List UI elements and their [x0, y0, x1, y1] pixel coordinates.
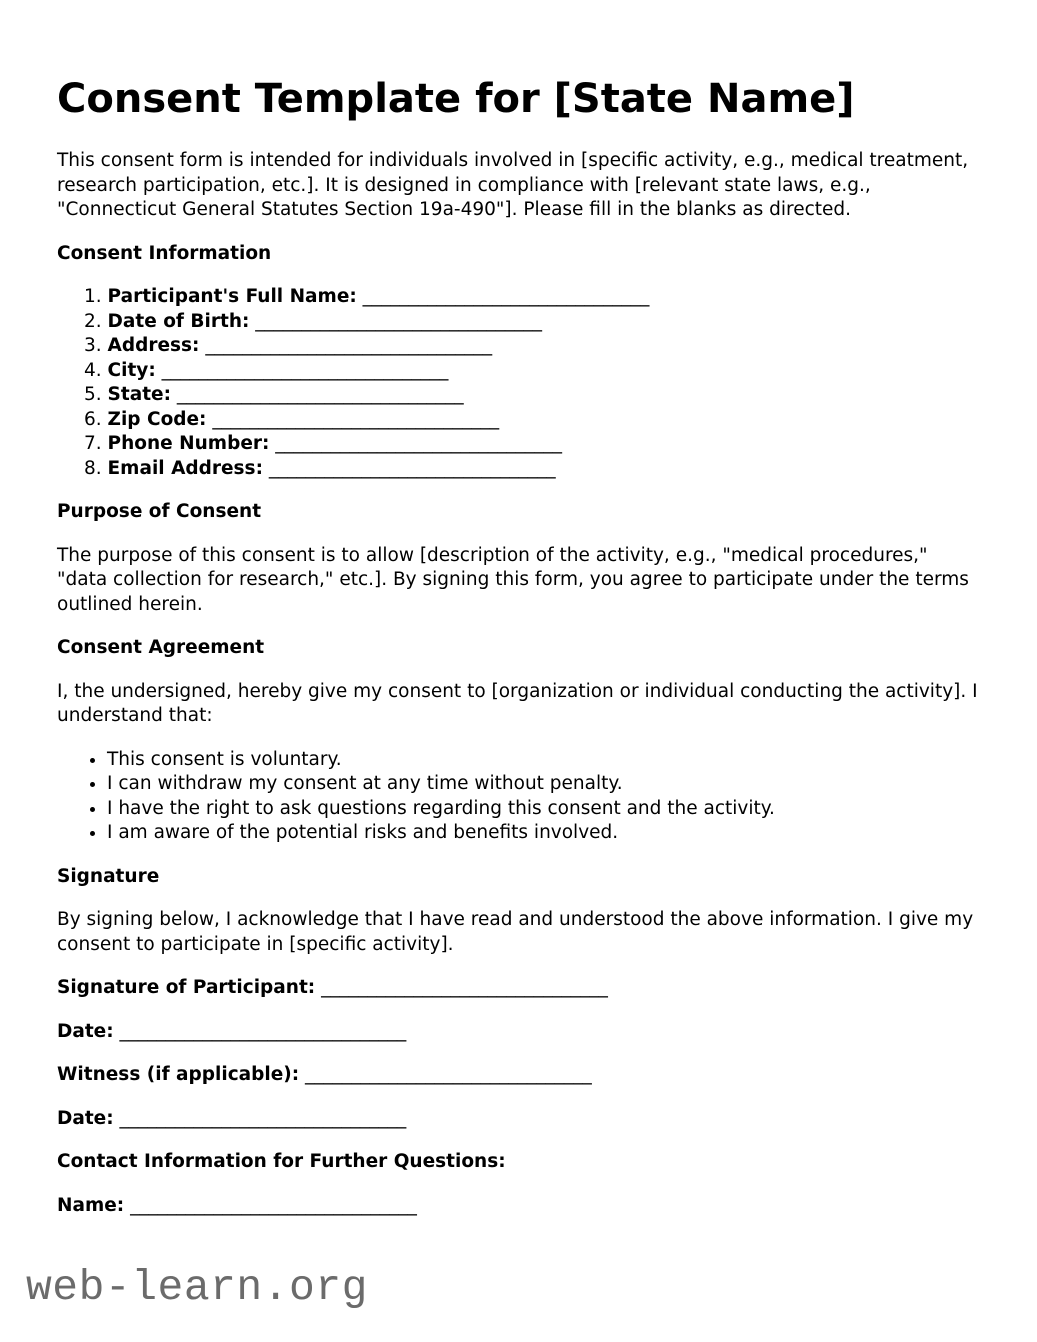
field-number: 2. — [84, 310, 102, 332]
signature-line-date-2 — [57, 1107, 980, 1132]
signature-line-date-1 — [57, 1020, 980, 1045]
field-label-state: State: — [107, 384, 171, 406]
field-row-email-address — [84, 457, 980, 482]
field-blank-line: _______________________________ — [212, 408, 500, 430]
field-number: 5. — [84, 384, 102, 406]
field-label-city: City: — [107, 359, 156, 381]
field-blank-line: _______________________________ — [275, 433, 563, 455]
field-label-full-name: Participant's Full Name: — [107, 286, 357, 308]
signature-paragraph: By signing below, I acknowledge that I have read and understood the above information. I give my consent to participate in [specific activity]. — [57, 909, 974, 955]
name-blank-line: _______________________________ — [130, 1194, 417, 1216]
field-label-phone-number: Phone Number: — [107, 433, 270, 455]
bullet-withdraw: • I can withdraw my consent at any time without penalty. — [107, 772, 980, 797]
field-label-zip-code: Zip Code: — [107, 408, 207, 430]
section-heading-signature: Signature — [57, 865, 160, 887]
date-blank-line: _______________________________ — [119, 1107, 407, 1129]
field-blank-line: _______________________________ — [255, 310, 543, 332]
consent-fields-list — [57, 285, 980, 481]
field-row-phone-number — [84, 432, 980, 457]
field-row-zip-code — [84, 408, 980, 433]
witness-date-label: Date: — [57, 1107, 114, 1129]
field-number: 4. — [84, 359, 102, 381]
field-number: 7. — [84, 433, 102, 455]
signature-date-label: Date: — [57, 1020, 114, 1042]
field-row-full-name — [84, 285, 980, 310]
field-blank-line: _______________________________ — [268, 457, 556, 479]
section-heading-contact: Contact Information for Further Questions: — [57, 1151, 506, 1173]
field-number: 3. — [84, 335, 102, 357]
witness-label: Witness (if applicable): — [57, 1064, 300, 1086]
field-row-city — [84, 359, 980, 384]
date-blank-line: _______________________________ — [119, 1020, 407, 1042]
contact-line-name — [57, 1194, 980, 1219]
document-title: Consent Template for [State Name] — [57, 76, 855, 122]
field-blank-line: _______________________________ — [362, 286, 650, 308]
section-heading-agreement: Consent Agreement — [57, 637, 265, 659]
field-blank-line: _______________________________ — [161, 359, 449, 381]
field-label-address: Address: — [107, 335, 200, 357]
field-blank-line: _______________________________ — [176, 384, 464, 406]
intro-paragraph: This consent form is intended for individuals involved in [specific activity, e.g., medical treatment, research participation, etc.]. It is designed in compliance with [relevant state laws, e.g., "Connecticut General Statutes Section 19a-490"]. Please fill in the blanks as directed. — [57, 150, 969, 221]
bullet-voluntary: • This consent is voluntary. — [107, 748, 980, 773]
section-heading-purpose: Purpose of Consent — [57, 501, 262, 523]
field-row-state — [84, 383, 980, 408]
field-blank-line: _______________________________ — [205, 335, 493, 357]
field-number: 8. — [84, 457, 102, 479]
field-row-address — [84, 334, 980, 359]
field-label-email-address: Email Address: — [107, 457, 263, 479]
field-number: 1. — [84, 286, 102, 308]
agreement-bullets-list — [57, 748, 980, 846]
field-label-date-of-birth: Date of Birth: — [107, 310, 250, 332]
witness-blank-line: _______________________________ — [305, 1064, 592, 1086]
signature-line-witness — [57, 1063, 980, 1088]
bullet-questions: • I have the right to ask questions regarding this consent and the activity. — [107, 797, 980, 822]
field-number: 6. — [84, 408, 102, 430]
watermark: web-learn.org — [26, 1263, 368, 1312]
field-row-date-of-birth — [84, 310, 980, 335]
signature-line-participant — [57, 976, 980, 1001]
purpose-paragraph: The purpose of this consent is to allow [description of the activity, e.g., "medical procedures," "data collection for research," etc.]. By signing this form, you agree to participate under the terms outlined herein. — [57, 544, 969, 615]
bullet-risks: • I am aware of the potential risks and benefits involved. — [107, 821, 980, 846]
agreement-paragraph: I, the undersigned, hereby give my consent to [organization or individual conducting the activity]. I understand that: — [57, 680, 978, 727]
signature-participant-label: Signature of Participant: — [57, 977, 316, 999]
signature-blank-line: _______________________________ — [321, 977, 608, 999]
section-heading-consent-information: Consent Information — [57, 242, 272, 264]
contact-name-label: Name: — [57, 1194, 125, 1216]
